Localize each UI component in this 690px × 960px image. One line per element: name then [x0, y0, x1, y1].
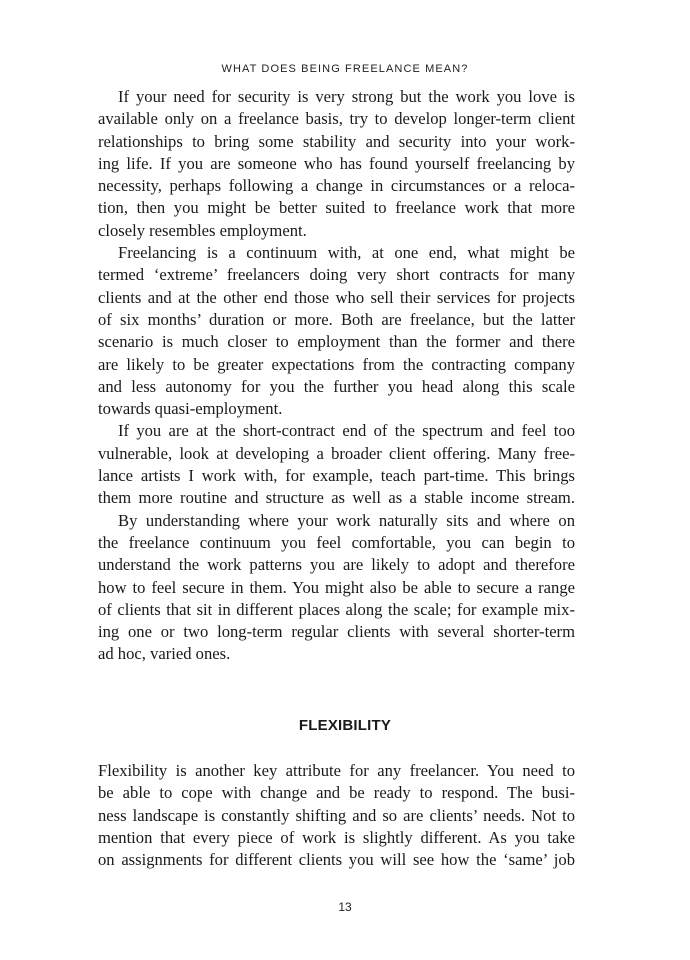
paragraph-line: on assignments for different clients you will see how the ‘same’ job: [98, 850, 575, 870]
paragraph-line: tion, then you might be better suited to freelance work that more: [98, 198, 575, 218]
paragraph-line: ad hoc, varied ones.: [98, 644, 231, 664]
paragraph-line: of clients that sit in different places along the scale; for example mix-: [98, 599, 575, 619]
paragraph-line: understand the work patterns you are likely to adopt and therefore: [98, 555, 575, 575]
paragraph-line: vulnerable, look at developing a broader client offering. Many free-: [98, 443, 575, 463]
paragraph-line: towards quasi-employment.: [98, 399, 283, 419]
paragraph-line: clients and at the other end those who sell their services for projects: [98, 287, 575, 307]
paragraph-line: Freelancing is a continuum with, at one end, what might be: [118, 243, 575, 263]
paragraph-line: of six months’ duration or more. Both are freelance, but the latter: [98, 309, 575, 329]
paragraph-line: ing life. If you are someone who has found yourself freelancing by: [98, 153, 575, 173]
paragraph-line: how to feel secure in them. You might also be able to secure a range: [98, 577, 575, 597]
paragraph-line: If your need for security is very strong but the work you love is: [118, 87, 575, 106]
paragraph-line: termed ‘extreme’ freelancers doing very short contracts for many: [98, 265, 575, 285]
paragraph-line: mention that every piece of work is slightly different. As you take: [98, 827, 575, 847]
paragraph-line: ness landscape is constantly shifting and so are clients’ needs. Not to: [98, 805, 575, 825]
paragraph-line: lance artists I work with, for example, teach part-time. This brings: [98, 466, 575, 486]
paragraph-line: are likely to be greater expectations from the contracting company: [98, 354, 575, 374]
paragraph-line: the freelance continuum you feel comfortable, you can begin to: [98, 532, 575, 552]
body-text-top: [98, 86, 575, 666]
paragraph-line: ing one or two long-term regular clients with several shorter-term: [98, 622, 575, 642]
paragraph-line: If you are at the short-contract end of the spectrum and feel too: [118, 421, 575, 441]
paragraph-line: available only on a freelance basis, try to develop longer-term client: [98, 109, 575, 129]
paragraph-line: closely resembles employment.: [98, 220, 307, 240]
running-head: WHAT DOES BEING FREELANCE MEAN?: [221, 63, 469, 75]
body-text-bottom: [98, 760, 575, 871]
paragraph-line: be able to cope with change and be ready to respond. The busi-: [98, 783, 575, 803]
paragraph-line: necessity, perhaps following a change in circumstances or a reloca-: [98, 176, 575, 196]
paragraph-line: and less autonomy for you the further you head along this scale: [98, 376, 575, 396]
paragraph-line: By understanding where your work naturally sits and where on: [118, 510, 575, 530]
paragraph-line: scenario is much closer to employment than the former and there: [98, 332, 575, 352]
paragraph-line: them more routine and structure as well as a stable income stream.: [98, 488, 575, 508]
section-heading: FLEXIBILITY: [298, 717, 392, 734]
page-number: 13: [338, 900, 352, 914]
paragraph-line: relationships to bring some stability and security into your work-: [98, 131, 575, 151]
paragraph-line: Flexibility is another key attribute for any freelancer. You need to: [98, 761, 575, 780]
